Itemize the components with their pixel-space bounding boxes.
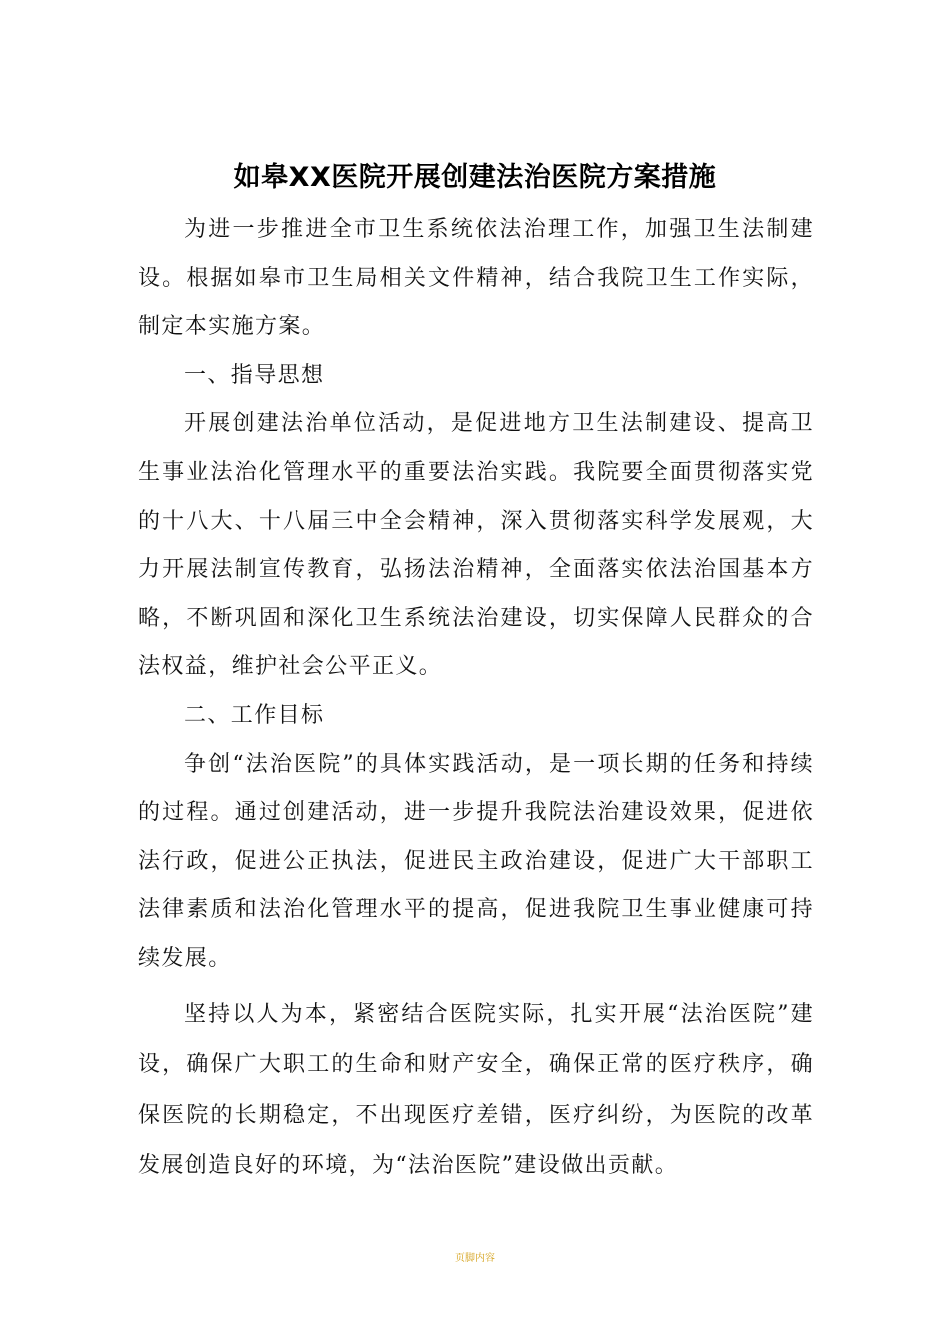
section-heading-guiding-ideology: 一、指导思想 [184,362,325,388]
section-heading-work-goals: 二、工作目标 [184,702,325,728]
people-oriented-paragraph: 坚持以人为本，紧密结合医院实际，扎实开展“法治医院”建设，确保广大职工的生命和财产安全，确保正常的医疗秩序，确保医院的长期稳定，不出现医疗差错，医疗纠纷，为医院的改革发展创造良好的环境，为“法治医院”建设做出贡献。 [138,1001,814,1179]
guiding-ideology-paragraph: 开展创建法治单位活动，是促进地方卫生法制建设、提高卫生事业法治化管理水平的重要法治实践。我院要全面贯彻落实党的十八大、十八届三中全会精神，深入贯彻落实科学发展观，大力开展法制宣传教育，弘扬法治精神，全面落实依法治国基本方略，不断巩固和深化卫生系统法治建设，切实保障人民群众的合法权益，维护社会公平正义。 [138,411,814,680]
work-goals-paragraph: 争创“法治医院”的具体实践活动，是一项长期的任务和持续的过程。通过创建活动，进一步提升我院法治建设效果，促进依法行政，促进公正执法，促进民主政治建设，促进广大干部职工法律素质和法治化管理水平的提高，促进我院卫生事业健康可持续发展。 [138,751,814,971]
document-body [138,206,814,1192]
page-title: 如皋XX医院开展创建法治医院方案措施 [233,162,717,193]
intro-paragraph: 为进一步推进全市卫生系统依法治理工作，加强卫生法制建设。根据如皋市卫生局相关文件精神，结合我院卫生工作实际，制定本实施方案。 [138,217,814,340]
page-footer: 页脚内容 [455,1253,495,1264]
